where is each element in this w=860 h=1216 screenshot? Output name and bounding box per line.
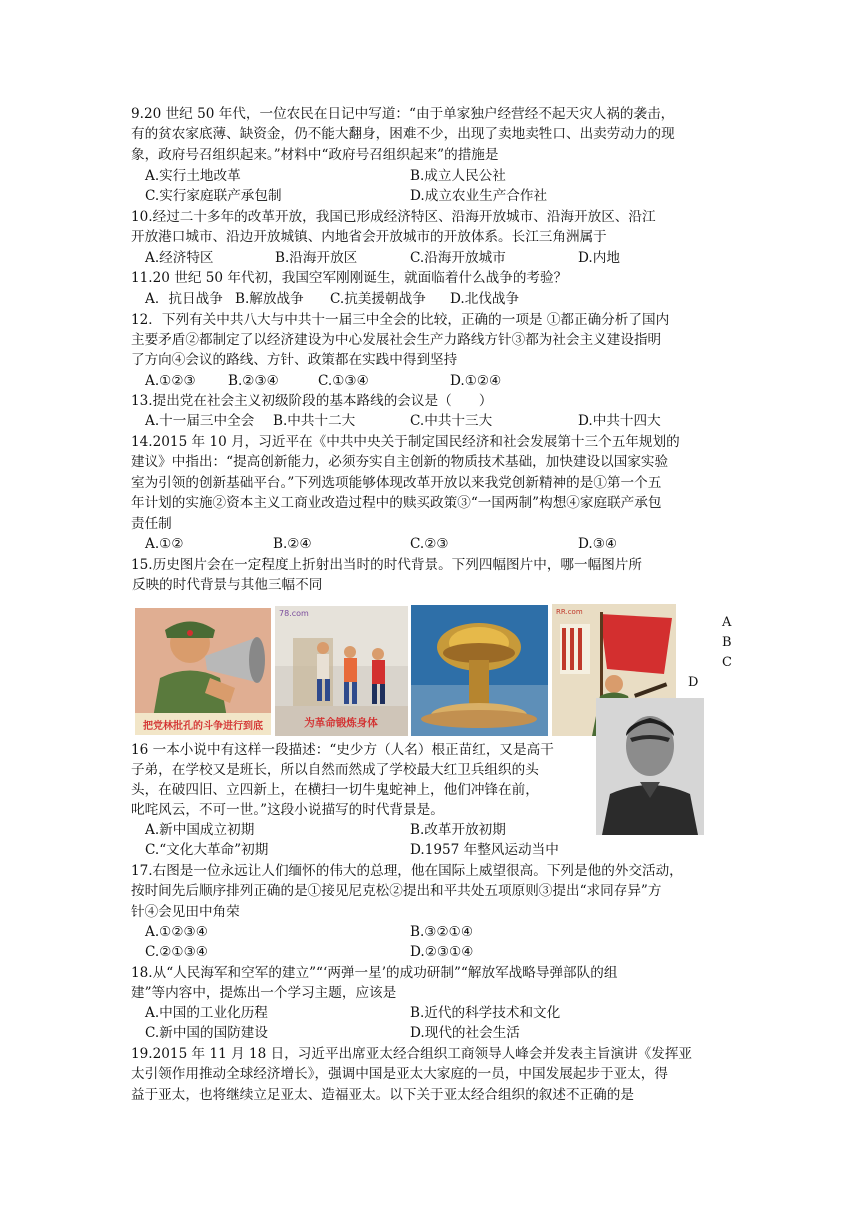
q18-stem-line: 18.从“人民海军和空军的建立”“‘两弹一星’的成功研制”“解放军战略导弹部队的组 (131, 965, 618, 981)
q14-option-b: B.②④ (273, 536, 312, 552)
q11-option-a: A．抗日战争 (145, 291, 223, 307)
q11-option-d: D.北伐战争 (450, 291, 520, 307)
mushroom-cloud-image (411, 605, 548, 736)
q16-option-c: C.“文化大革命”初期 (145, 842, 269, 858)
label-d: D (688, 675, 699, 690)
q16-stem-line: 子弟，在学校又是班长，所以自然而然成了学校最大红卫兵组织的头 (131, 762, 539, 778)
q12-stem-line: 主要矛盾②都制定了以经济建设为中心发展社会生产力路线方针③都为社会主义建设指明 (131, 332, 662, 348)
q17-option-c: C.②①③④ (145, 944, 208, 960)
q12-option-a: A.①②③ (145, 373, 196, 389)
q17-stem-line: 17.右图是一位永远让人们缅怀的伟大的总理，他在国际上威望很高。下列是他的外交活动， (131, 863, 683, 879)
q9-option-c: C.实行家庭联产承包制 (145, 188, 282, 204)
q15-stem-line: 15.历史图片会在一定程度上折射出当时的时代背景。下列四幅图片中，哪一幅图片所 (131, 557, 642, 573)
q18-option-d: D.现代的社会生活 (410, 1025, 520, 1041)
q13-option-d: D.中共十四大 (578, 413, 661, 429)
q14-stem-line: 建议》中指出：“提高创新能力，必须夯实自主创新的物质技术基础，加快建设以国家实验 (131, 454, 669, 470)
q19-stem-line: 益于亚太，也将继续立足亚太、造福亚太。以下关于亚太经合组织的叙述不正确的是 (131, 1087, 634, 1103)
q15-stem-line: 反映的时代背景与其他三幅不同 (132, 577, 323, 593)
q18-option-a: A.中国的工业化历程 (145, 1005, 268, 1021)
q17-option-d: D.②③①④ (410, 944, 474, 960)
q14-option-d: D.③④ (578, 536, 618, 552)
q13-option-c: C.中共十三大 (410, 413, 493, 429)
q18-option-c: C.新中国的国防建设 (145, 1025, 268, 1041)
q9-option-d: D.成立农业生产合作社 (410, 188, 548, 204)
q17-stem-line: 按时间先后顺序排列正确的是①接见尼克松②提出和平共处五项原则③提出“求同存异”方 (131, 883, 662, 899)
q13-option-b: B.中共十二大 (273, 413, 356, 429)
poster-d-watermark: RR.com (556, 608, 583, 616)
q13-option-a: A.十一届三中全会 (145, 413, 255, 429)
q17-option-a: A.①②③④ (145, 924, 208, 940)
q12-option-b: B.②③④ (228, 373, 279, 389)
q11-stem-line: 11.20 世纪 50 年代初，我国空军刚刚诞生，就面临着什么战争的考验？ (131, 270, 568, 286)
q10-option-c: C.沿海开放城市 (410, 250, 506, 266)
q10-stem-line: 开放港口城市、沿边开放城镇、内地省会开放城市的开放体系。长江三角洲属于 (131, 229, 607, 245)
poster-image-a (135, 608, 271, 735)
poster-a-caption: 把党林批孔的斗争进行到底 (143, 721, 263, 732)
q14-stem-line: 责任制 (131, 516, 172, 532)
label-b: B (722, 635, 732, 650)
premier-portrait-photo (596, 698, 704, 835)
q12-option-c: C.①③④ (318, 373, 369, 389)
q16-option-a: A.新中国成立初期 (145, 822, 255, 838)
q14-option-a: A.①② (145, 536, 184, 552)
q18-option-b: B.近代的科学技术和文化 (410, 1005, 561, 1021)
q10-option-a: A.经济特区 (145, 250, 214, 266)
q19-stem-line: 太引领作用推动全球经济增长》，强调中国是亚太大家庭的一员，中国发展起步于亚太，得 (131, 1066, 668, 1082)
q12-option-d: D.①②④ (450, 373, 502, 389)
q9-option-b: B.成立人民公社 (410, 168, 506, 184)
q12-stem-line: 了方向④会议的路线、方针、政策都在实践中得到坚持 (131, 352, 458, 368)
q17-stem-line: 针④会见田中角荣 (131, 904, 240, 920)
q18-stem-line: 建”等内容中，提炼出一个学习主题，应该是 (131, 985, 397, 1001)
q19-stem-line: 19.2015 年 11 月 18 日，习近平出席亚太经合组织工商领导人峰会并发表主旨演讲《发挥亚 (131, 1046, 693, 1062)
q16-stem-line: 头，在破四旧、立四新上，在横扫一切牛鬼蛇神上，他们冲锋在前， (131, 782, 539, 798)
label-a: A (722, 615, 732, 630)
q9-stem-line: 9.20 世纪 50 年代，一位农民在日记中写道：“由于单家独户经营经不起天灾人祸的袭击， (131, 106, 675, 122)
q16-stem-line: 叱咤风云，不可一世。”这段小说描写的时代背景是。 (131, 802, 444, 818)
poster-image-b (275, 606, 408, 736)
q14-stem-line: 年计划的实施②资本主义工商业改造过程中的赎买政策③“一国两制”构想④家庭联产承包 (131, 495, 662, 511)
q14-stem-line: 14.2015 年 10 月，习近平在《中共中央关于制定国民经济和社会发展第十三个五年规划的 (131, 434, 680, 450)
poster-b-caption: 为革命锻炼身体 (304, 717, 378, 729)
label-c: C (722, 655, 732, 670)
q13-stem-line: 13.提出党在社会主义初级阶段的基本路线的会议是（ ） (131, 393, 493, 409)
poster-b-watermark: 78.com (279, 609, 309, 618)
q17-option-b: B.③②①④ (410, 924, 474, 940)
q10-stem-line: 10.经过二十多年的改革开放，我国已形成经济特区、沿海开放城市、沿海开放区、沿江 (131, 209, 656, 225)
q9-stem-line: 象，政府号召组织起来。”材料中“政府号召组织起来”的措施是 (131, 147, 499, 163)
q10-option-d: D.内地 (578, 250, 620, 266)
q11-option-c: C.抗美援朝战争 (330, 291, 426, 307)
q9-option-a: A.实行土地改革 (145, 168, 241, 184)
q14-option-c: C.②③ (410, 536, 449, 552)
q11-option-b: B.解放战争 (235, 291, 304, 307)
q16-option-d: D.1957 年整风运动当中 (410, 842, 559, 858)
q16-stem-line: 16 一本小说中有这样一段描述：“史少方（人名）根正苗红，又是高干 (131, 742, 554, 758)
q10-option-b: B.沿海开放区 (275, 250, 358, 266)
q14-stem-line: 室为引领的创新基础平台。”下列选项能够体现改革开放以来我党创新精神的是①第一个五 (131, 475, 662, 491)
q9-stem-line: 有的贫农家底薄、缺资金，仍不能大翻身，困难不少，出现了卖地卖牲口、出卖劳动力的现 (131, 126, 675, 142)
q12-stem-line: 12．下列有关中共八大与中共十一届三中全会的比较，正确的一项是 ①都正确分析了国内 (131, 312, 670, 328)
q16-option-b: B.改革开放初期 (410, 822, 506, 838)
